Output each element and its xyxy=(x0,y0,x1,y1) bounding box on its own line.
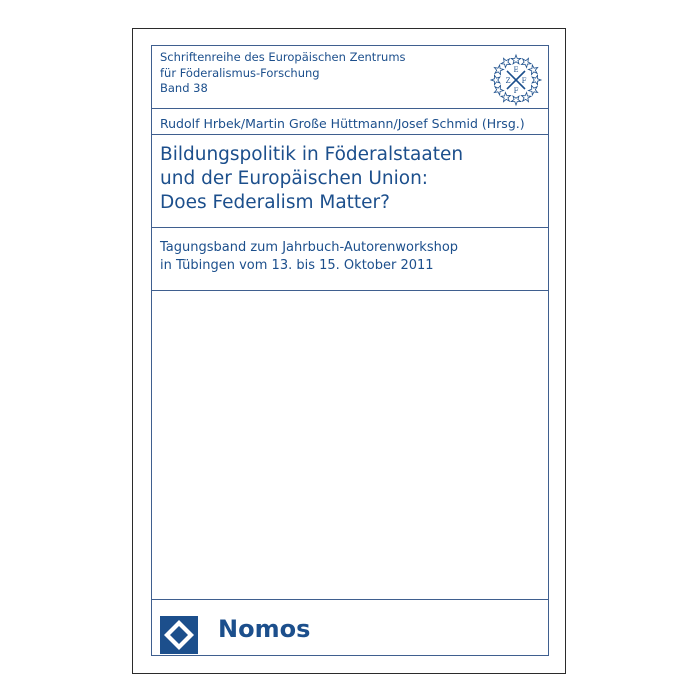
book-title xyxy=(160,143,463,215)
svg-text:E: E xyxy=(513,66,519,74)
svg-text:Z: Z xyxy=(505,77,511,85)
book-subtitle xyxy=(160,239,458,275)
svg-text:F: F xyxy=(521,77,527,85)
cover-panel xyxy=(151,45,549,656)
rule-publisher xyxy=(152,599,548,600)
rule-editors xyxy=(152,134,548,135)
rule-title xyxy=(152,227,548,228)
title-line-1: Bildungspolitik in Föderalstaaten xyxy=(160,144,464,165)
series-line-2: für Föderalismus-Forschung xyxy=(160,65,320,80)
publisher-name: Nomos xyxy=(218,615,311,643)
title-line-2: und der Europäischen Union: xyxy=(160,168,429,189)
svg-text:F: F xyxy=(513,87,519,95)
nomos-diamond-logo-icon xyxy=(160,616,198,654)
subtitle-line-2: in Tübingen vom 13. bis 15. Oktober 2011 xyxy=(160,258,434,273)
rule-series xyxy=(152,108,548,109)
series-info xyxy=(160,50,406,97)
euro-stars-seal-icon xyxy=(488,52,544,108)
title-line-3: Does Federalism Matter? xyxy=(160,192,390,213)
editors: Rudolf Hrbek/Martin Große Hüttmann/Josef Schmid (Hrsg.) xyxy=(160,116,525,131)
rule-subtitle xyxy=(152,290,548,291)
series-line-1: Schriftenreihe des Europäischen Zentrums xyxy=(160,50,406,64)
subtitle-line-1: Tagungsband zum Jahrbuch-Autorenworkshop xyxy=(160,240,459,255)
series-volume: Band 38 xyxy=(160,81,208,95)
book-cover xyxy=(132,28,566,674)
